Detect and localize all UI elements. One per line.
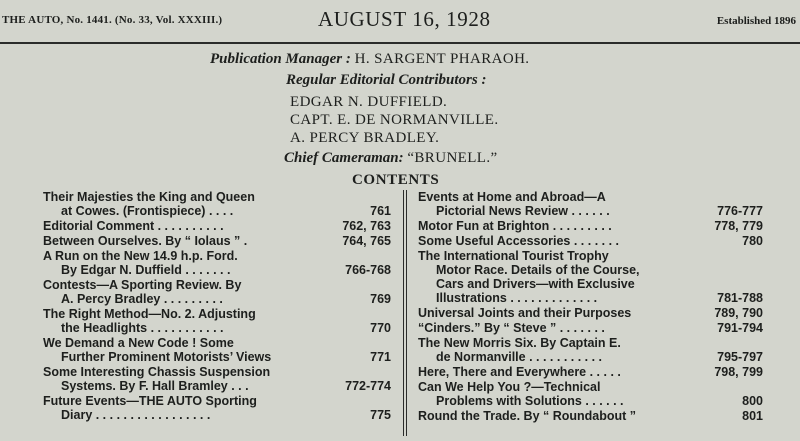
entry-page-numbers: 762, 763 — [338, 219, 391, 233]
entry-title-line: Editorial Comment . . . . . . . . . . — [43, 219, 224, 233]
contents-entry — [418, 321, 763, 335]
contents-heading: CONTENTS — [352, 172, 440, 188]
entry-title-line: Motor Race. Details of the Course, — [436, 263, 640, 277]
entry-title-line: Problems with Solutions . . . . . . — [436, 394, 624, 408]
entry-title-line: Diary . . . . . . . . . . . . . . . . . — [61, 408, 211, 422]
entry-title-line: Illustrations . . . . . . . . . . . . . — [436, 291, 598, 305]
contents-entry — [43, 190, 391, 218]
entry-title-line: Cars and Drivers—with Exclusive — [436, 277, 635, 291]
entry-title-line: We Demand a New Code ! Some — [43, 336, 234, 350]
masthead — [0, 0, 800, 44]
contents-entry — [418, 380, 763, 408]
contents-left-column — [43, 190, 391, 423]
entry-page-numbers: 800 — [738, 394, 763, 408]
entry-title-line: Pictorial News Review . . . . . . — [436, 204, 610, 218]
entry-title-line: Round the Trade. By “ Roundabout ” — [418, 409, 637, 423]
contents-entry — [43, 249, 391, 277]
entry-title-line: Future Events—THE AUTO Sporting — [43, 394, 257, 408]
entry-title-line: A Run on the New 14.9 h.p. Ford. — [43, 249, 238, 263]
contents-right-column — [418, 190, 763, 424]
entry-page-numbers: 801 — [738, 409, 763, 423]
entry-title-line: de Normanville . . . . . . . . . . . — [436, 350, 603, 364]
established-note: Established 1896 — [716, 15, 796, 27]
contents-entry — [418, 190, 763, 218]
contents-entry — [418, 409, 763, 423]
entry-page-numbers: 775 — [366, 408, 391, 422]
publication-manager — [210, 51, 529, 68]
contents-entry — [418, 336, 763, 364]
column-divider — [403, 190, 407, 436]
entry-page-numbers: 778, 779 — [710, 219, 763, 233]
entry-page-numbers: 776-777 — [713, 204, 763, 218]
entry-page-numbers: 771 — [366, 350, 391, 364]
publication-manager-name: H. SARGENT PHARAOH. — [354, 51, 530, 67]
entry-title-line: Between Ourselves. By “ Iolaus ” . — [43, 234, 248, 248]
entry-page-numbers: 764, 765 — [338, 234, 391, 248]
contents-entry — [43, 394, 391, 422]
contents-entry — [43, 365, 391, 393]
entry-title-line: Here, There and Everywhere . . . . . — [418, 365, 621, 379]
entry-page-numbers: 789, 790 — [710, 306, 763, 320]
entry-page-numbers: 761 — [366, 204, 391, 218]
entry-title-line: at Cowes. (Frontispiece) . . . . — [61, 204, 234, 218]
entry-title-line: the Headlights . . . . . . . . . . . — [61, 321, 224, 335]
issue-date: AUGUST 16, 1928 — [318, 7, 491, 31]
entry-title-line: Universal Joints and their Purposes — [418, 306, 632, 320]
chief-cameraman-name: “BRUNELL.” — [407, 150, 498, 166]
entry-page-numbers: 766-768 — [341, 263, 391, 277]
contributors-heading — [286, 72, 486, 89]
entry-title-line: Some Useful Accessories . . . . . . . — [418, 234, 620, 248]
contents-entry — [418, 306, 763, 320]
contributor-2: CAPT. E. DE NORMANVILLE. — [290, 112, 499, 128]
contents-entry — [418, 234, 763, 248]
contributors-label: Regular Editorial Contributors : — [286, 72, 487, 88]
entry-title-line: A. Percy Bradley . . . . . . . . . — [61, 292, 223, 306]
entry-title-line: Further Prominent Motorists’ Views — [61, 350, 272, 364]
entry-page-numbers: 781-788 — [713, 291, 763, 305]
entry-title-line: “Cinders.” By “ Steve ” . . . . . . . — [418, 321, 605, 335]
entry-page-numbers: 770 — [366, 321, 391, 335]
contributor-1: EDGAR N. DUFFIELD. — [290, 94, 448, 110]
contents-entry — [43, 336, 391, 364]
entry-title-line: The New Morris Six. By Captain E. — [418, 336, 621, 350]
chief-cameraman-label: Chief Cameraman: — [284, 150, 404, 166]
entry-page-numbers: 780 — [738, 234, 763, 248]
entry-title-line: Can We Help You ?—Technical — [418, 380, 601, 394]
entry-page-numbers: 769 — [366, 292, 391, 306]
entry-title-line: Some Interesting Chassis Suspension — [43, 365, 271, 379]
entry-title-line: Events at Home and Abroad—A — [418, 190, 606, 204]
entry-title-line: By Edgar N. Duffield . . . . . . . — [61, 263, 231, 277]
entry-title-line: Systems. By F. Hall Bramley . . . — [61, 379, 249, 393]
contents-entry — [418, 365, 763, 379]
entry-title-line: Motor Fun at Brighton . . . . . . . . . — [418, 219, 612, 233]
entry-title-line: Their Majesties the King and Queen — [43, 190, 255, 204]
contents-entry — [43, 234, 391, 248]
issue-info: THE AUTO, No. 1441. (No. 33, Vol. XXXIII.) — [2, 14, 223, 26]
publication-manager-label: Publication Manager : — [210, 51, 351, 67]
entry-title-line: The Right Method—No. 2. Adjusting — [43, 307, 256, 321]
entry-page-numbers: 791-794 — [713, 321, 763, 335]
contributor-3: A. PERCY BRADLEY. — [290, 130, 440, 146]
entry-title-line: Contests—A Sporting Review. By — [43, 278, 242, 292]
contents-entry — [418, 249, 763, 305]
contents-entry — [418, 219, 763, 233]
entry-title-line: The International Tourist Trophy — [418, 249, 609, 263]
entry-page-numbers: 772-774 — [341, 379, 391, 393]
chief-cameraman — [284, 150, 498, 167]
entry-page-numbers: 795-797 — [713, 350, 763, 364]
contents-entry — [43, 307, 391, 335]
contents-entry — [43, 278, 391, 306]
entry-page-numbers: 798, 799 — [710, 365, 763, 379]
contents-entry — [43, 219, 391, 233]
